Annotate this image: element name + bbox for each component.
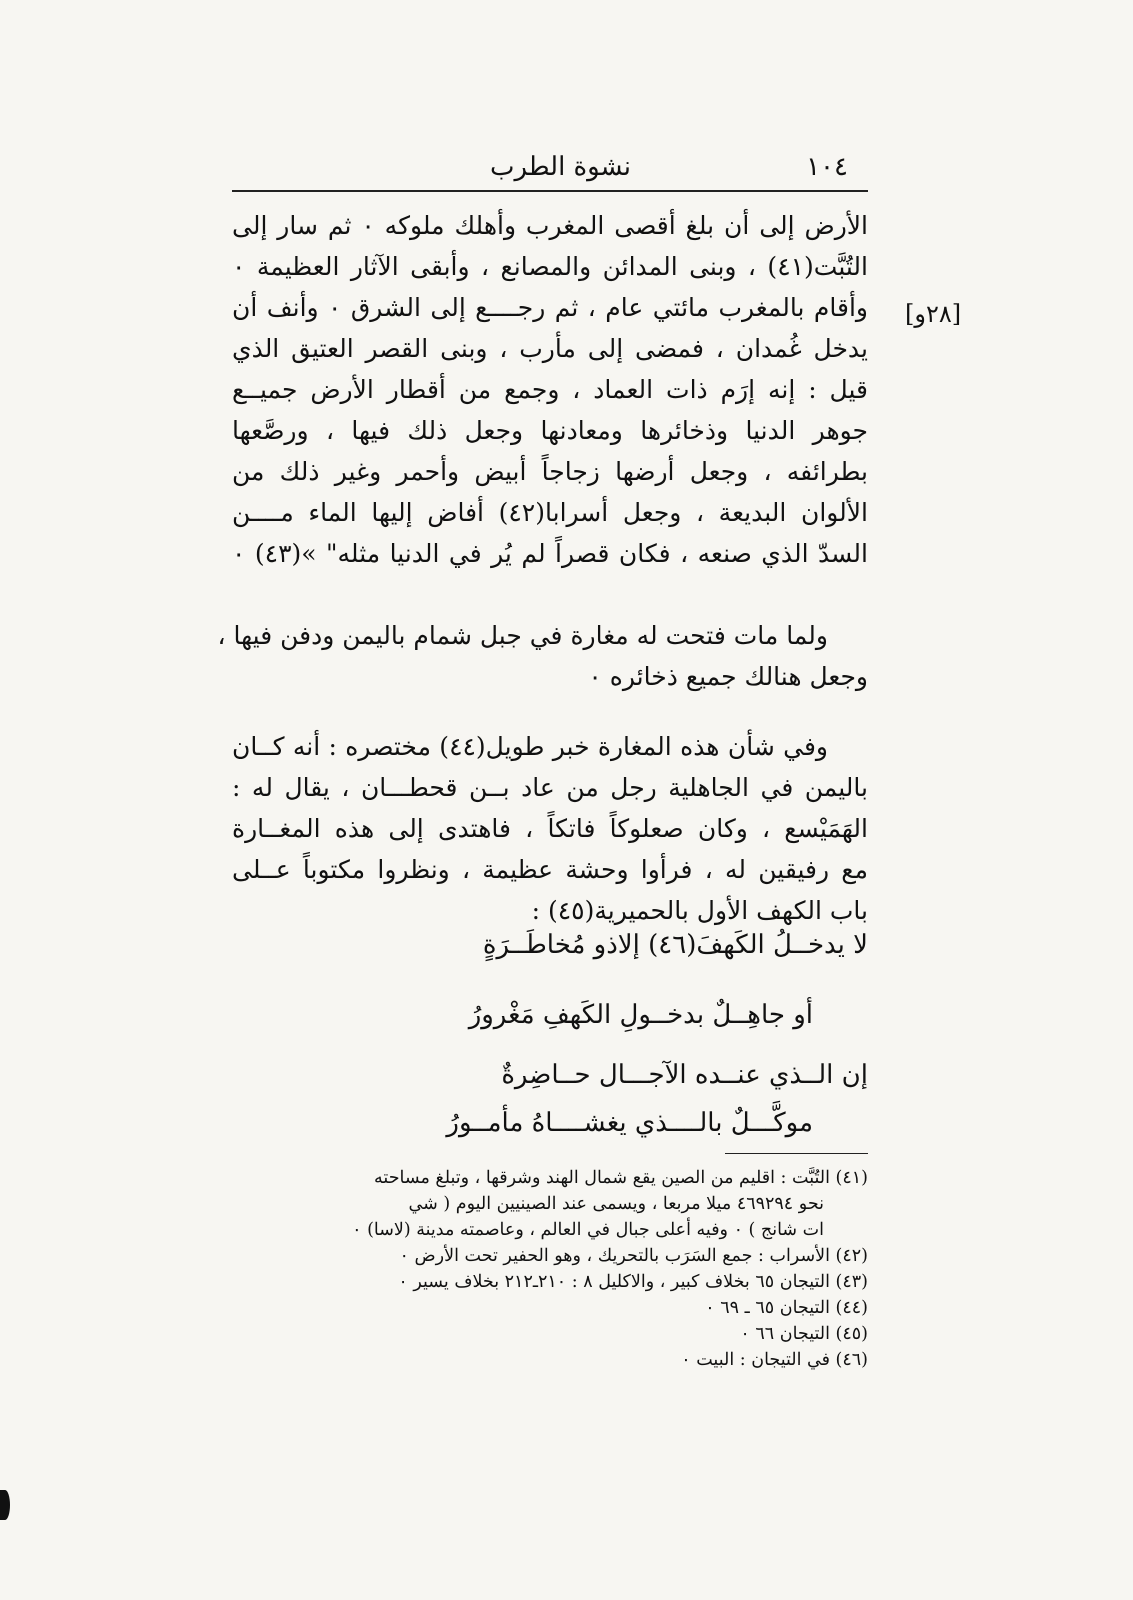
text-line: قيل : إنه إرَم ذات العماد ، وجمع من أقطار الأرض جميــع [232, 375, 868, 404]
text-line: باليمن في الجاهلية رجل من عاد بــن قحطـــان ، يقال له : [232, 773, 868, 802]
verse-line-4: موكَّـــلٌ بالــــذي يغشــــاهُ مأمــورُ [446, 1108, 813, 1138]
text-line: بطرائفه ، وجعل أرضها زجاجاً أبيض وأحمر وغير ذلك من [232, 457, 868, 486]
footnotes [240, 1165, 868, 1373]
footnote-line: نحو ٤٦٩٢٩٤ ميلا مربعا ، ويسمى عند الصينيين اليوم ( شي [408, 1194, 824, 1214]
page-header [232, 150, 868, 192]
manuscript-folio-marker: [٢٨و] [905, 300, 962, 328]
scan-ink-mark [0, 1490, 10, 1520]
paragraph-1 [232, 205, 868, 574]
text-line: باب الكهف الأول بالحميرية(٤٥) : [531, 896, 868, 925]
footnote-divider [725, 1153, 868, 1154]
page-number: ١٠٤ [806, 152, 848, 182]
text-line: الهَمَيْسع ، وكان صعلوكاً فاتكاً ، فاهتدى إلى هذه المغــارة [232, 814, 868, 843]
text-line: التُبَّت(٤١) ، وبنى المدائن والمصانع ، وأبقى الآثار العظيمة ٠ [232, 252, 868, 281]
text-line: ولما مات فتحت له مغارة في جبل شمام باليمن ودفن فيها ، [217, 621, 828, 650]
footnote-line: (٤٢) الأسراب : جمع السَرَب بالتحريك ، وهو الحفير تحت الأرض ٠ [399, 1246, 868, 1266]
footnote-line: (٤٣) التيجان ٦٥ بخلاف كبير ، والاكليل ٨ : ٢١٠ـ٢١٢ بخلاف يسير ٠ [398, 1272, 868, 1292]
footnote-line: (٤٤) التيجان ٦٥ ـ ٦٩ ٠ [705, 1298, 868, 1318]
footnote-line: (٤١) التُبَّت : اقليم من الصين يقع شمال الهند وشرقها ، وتبلغ مساحته [374, 1168, 868, 1188]
text-line: السدّ الذي صنعه ، فكان قصراً لم يُر في الدنيا مثله" »(٤٣) ٠ [232, 539, 868, 568]
footnote-line: ات شانج ) ٠ وفيه أعلى جبال في العالم ، وعاصمته مدينة (لاسا) ٠ [352, 1220, 824, 1240]
footnote-line: (٤٦) في التيجان : البيت ٠ [681, 1350, 868, 1370]
verse-line-2: أو جاهِــلٌ بدخــولِ الكَهفِ مَغْرورُ [468, 1000, 813, 1030]
text-line: مع رفيقين له ، فرأوا وحشة عظيمة ، ونظروا مكتوباً عــلى [232, 855, 868, 884]
text-line: جوهر الدنيا وذخائرها ومعادنها وجعل ذلك فيها ، ورصَّعها [232, 416, 868, 445]
text-line: الألوان البديعة ، وجعل أسرابا(٤٢) أفاض إليها الماء مــــن [232, 498, 868, 527]
text-line: الأرض إلى أن بلغ أقصى المغرب وأهلك ملوكه ٠ ثم سار إلى [232, 211, 868, 240]
footnote-line: (٤٥) التيجان ٦٦ ٠ [740, 1324, 868, 1344]
running-title: نشوة الطرب [490, 152, 632, 182]
paragraph-2 [217, 615, 868, 697]
text-line: وجعل هنالك جميع ذخائره ٠ [588, 662, 868, 691]
text-line: يدخل غُمدان ، فمضى إلى مأرب ، وبنى القصر العتيق الذي [232, 334, 868, 363]
paragraph-3 [232, 726, 868, 931]
verse-line-1: لا يدخــلُ الكَهفَ(٤٦) إلاذو مُخاطَــرَةٍ [482, 930, 868, 960]
text-line: وفي شأن هذه المغارة خبر طويل(٤٤) مختصره : أنه كــان [232, 732, 828, 761]
verse-line-3: إن الــذي عنــده الآجـــال حــاضِرةٌ [501, 1060, 868, 1090]
text-line: وأقام بالمغرب مائتي عام ، ثم رجــــع إلى الشرق ٠ وأنف أن [232, 293, 868, 322]
